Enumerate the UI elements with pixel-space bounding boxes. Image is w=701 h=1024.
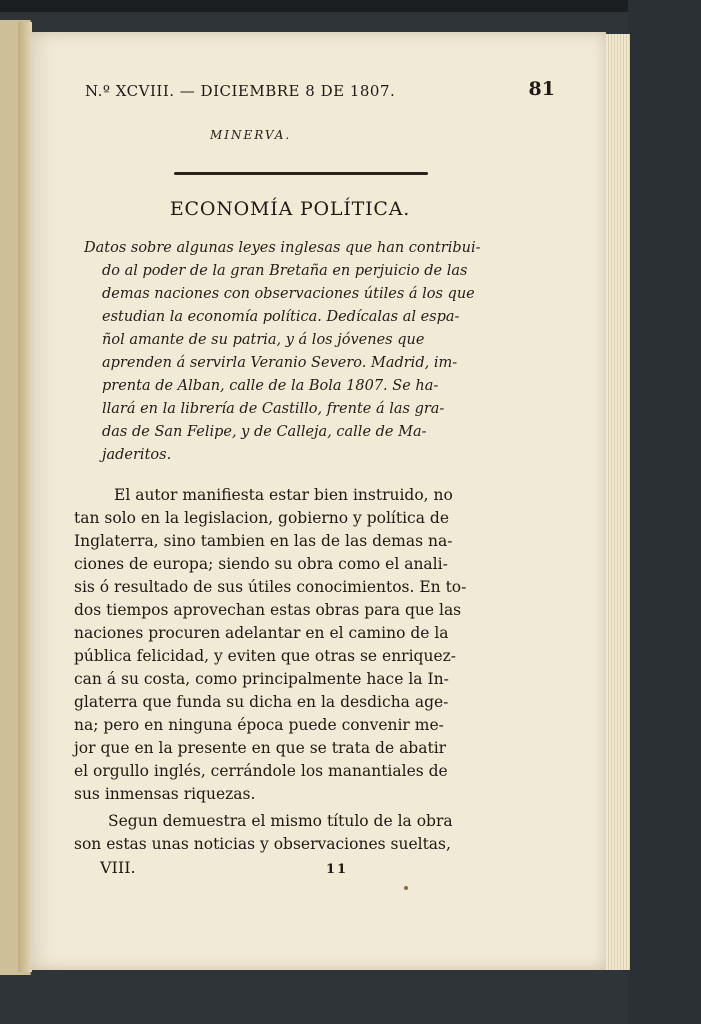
publication-name: MINERVA. [210,128,292,142]
body-line: sis ó resultado de sus útiles conocimientos. En to- [74,578,467,596]
scan-backdrop-right [628,0,701,1024]
body-line: Segun demuestra el mismo título de la obra [108,812,453,830]
issue-date-header: N.º XCVIII. — DICIEMBRE 8 DE 1807. [85,82,396,100]
abstract-line: do al poder de la gran Bretaña en perjuicio de las [102,263,468,279]
body-line: naciones procuren adelantar en el camino de la [74,624,449,642]
scan-backdrop-top [0,0,701,12]
page-footer [100,858,390,882]
running-header [85,78,555,108]
body-line: El autor manifiesta estar bien instruido, no [114,486,453,504]
abstract-line: ñol amante de su patria, y á los jóvenes que [102,332,425,348]
abstract-line: prenta de Alban, calle de la Bola 1807. Se ha- [102,378,439,394]
body-line: Inglaterra, sino tambien en las de las demas na- [74,532,453,550]
book-page [30,32,606,970]
body-line: pública felicidad, y eviten que otras se enriquez- [74,647,457,665]
body-line: can á su costa, como principalmente hace la In- [74,670,449,688]
body-line: dos tiempos aprovechan estas obras para que las [74,601,462,619]
body-line: ciones de europa; siendo su obra como el anali- [74,555,448,573]
abstract-line: das de San Felipe, y de Calleja, calle de Ma- [102,424,427,440]
abstract-line: estudian la economía política. Dedícalas al espa- [102,309,460,325]
ink-speck [404,886,408,890]
section-title: ECONOMÍA POLÍTICA. [169,198,411,220]
body-line: son estas unas noticias y observaciones sueltas, [74,835,451,853]
abstract-line: demas naciones con observaciones útiles á los que [102,286,475,302]
body-line: sus inmensas riquezas. [74,785,256,803]
gathering-number: 11 [326,862,349,877]
body-line: jor que en la presente en que se trata de abatir [74,739,447,757]
body-line: glaterra que funda su dicha en la desdicha age- [74,693,449,711]
abstract-line: jaderitos. [102,447,172,463]
signature-mark: VIII. [100,858,136,877]
body-line: el orgullo inglés, cerrándole los manantiales de [74,762,448,780]
page-number: 81 [528,78,555,100]
abstract-line: llará en la librería de Castillo, frente á las gra- [102,401,445,417]
body-line: tan solo en la legislacion, gobierno y política de [74,509,449,527]
abstract-line: aprenden á servirla Veranio Severo. Madrid, im- [102,355,458,371]
body-line: na; pero en ninguna época puede convenir me- [74,716,444,734]
divider-rule [174,172,428,175]
abstract-line: Datos sobre algunas leyes inglesas que han contribui- [84,240,481,256]
